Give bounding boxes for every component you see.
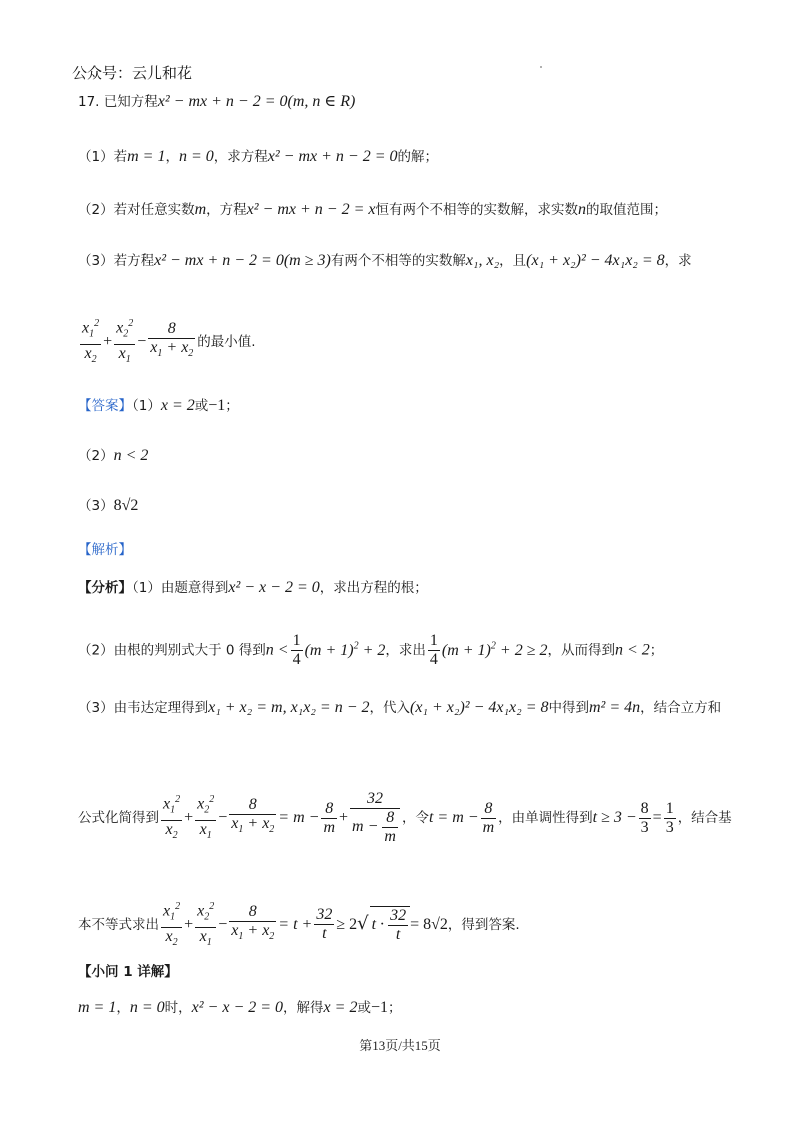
q2-mid2: 恒有两个不相等的实数解，求实数 xyxy=(375,202,578,218)
s1-or: 或 xyxy=(357,1000,371,1016)
s1-end: ； xyxy=(387,1000,402,1016)
a3-val: 8√2 xyxy=(113,497,139,514)
a1-or: 或 xyxy=(194,398,209,414)
f2-a: （2）由根的判别式大于 0 得到 xyxy=(78,642,266,659)
problem-stem xyxy=(78,92,355,112)
s1-a: 时， xyxy=(164,1000,192,1016)
q2-n: n xyxy=(578,201,586,218)
a3-prefix: （3） xyxy=(78,498,114,514)
frac-a: $\frac{x_1^2}{x_2}$ xyxy=(161,791,182,845)
q3-vars: x₁, x₂ xyxy=(465,252,500,269)
problem-number: 17. 已知方程 xyxy=(78,94,158,110)
q3-expr-end: 的最小值. xyxy=(197,333,256,350)
f4-d: ，结合基 xyxy=(677,810,732,826)
frac-h: $\frac{1}{3}$ xyxy=(665,799,674,836)
f4-a: 公式化简得到 xyxy=(78,810,159,826)
f2-b: ，求出 xyxy=(385,642,426,659)
frac-x2sq-x1: $\frac{x_2^2}{x_1}$ xyxy=(114,315,135,369)
a1-prefix: （1） xyxy=(132,398,161,414)
frac-e: 32 m − $\frac{8}{m}$ xyxy=(350,790,400,846)
fenxi-line-2: （2）由根的判别式大于 0 得到n < $\frac{1}{4}$ $(m + 1)^2 + 2$，求出 $\frac{1}{4}$ $(m + 1)^2 + 2 \ge 2$，从而得到n < 2； xyxy=(78,632,664,668)
f5-b: ，得到答案. xyxy=(447,916,520,933)
sub1-label-line xyxy=(78,962,178,982)
q2-prefix: （2）若对任意实数 xyxy=(78,202,195,218)
analysis-label: 【解析】 xyxy=(78,542,132,558)
s1-eq: x² − x − 2 = 0 xyxy=(191,999,284,1016)
answer-1 xyxy=(78,396,239,416)
a1-val: x = 2 xyxy=(160,397,195,414)
sub1-content xyxy=(78,998,401,1018)
fenxi-line-1 xyxy=(78,578,428,598)
q3-cond: (x₁ + x₂)² − 4x₁x₂ = 8 xyxy=(526,252,665,269)
f4-c: ，由单调性得到 xyxy=(498,810,593,826)
f3-a: （3）由韦达定理得到 xyxy=(78,700,209,716)
f2-d: n < 2 xyxy=(614,641,650,659)
answer-label: 【答案】 xyxy=(78,398,132,414)
stem-math: x² − mx + n − 2 = 0(m, n ∈ R) xyxy=(157,93,356,110)
s1-x2: −1 xyxy=(370,999,388,1016)
s1-x: x = 2 xyxy=(323,999,358,1016)
s1-m: m = 1 xyxy=(78,999,117,1016)
a1-val2: −1 xyxy=(208,397,226,414)
fenxi-line-4: 公式化简得到 $\frac{x_1^2}{x_2}$ + $\frac{x_2^2}{x_1}$ − $\frac{8}{x_1 + x_2}$ = m − $\frac{8}{m}$ + 32 m − $\frac{8}{m}$ ，令t = m − $\frac{8}{m}$ ，由单调性得到t ≥ 3 − $\frac{8}{3}$ = $\frac{1}{3}$ ，结合基 xyxy=(78,790,732,845)
answer-3 xyxy=(78,496,138,516)
frac-x1sq-x2: $\frac{x_1^2}{x_2}$ xyxy=(80,315,101,369)
q2-eq: x² − mx + n − 2 = x xyxy=(246,201,376,218)
q3-expression: $\frac{x_1^2}{x_2}$ + $\frac{x_2^2}{x_1}$ − $\frac{8}{x_1 + x_2}$ 的最小值. xyxy=(78,315,256,369)
fenxi-line-3 xyxy=(78,698,721,718)
f2-e: ； xyxy=(649,642,664,659)
frac-b: $\frac{x_2^2}{x_1}$ xyxy=(195,791,216,845)
page-footer: 第13页/共15页 xyxy=(359,1038,441,1053)
frac-j: $\frac{x_2^2}{x_1}$ xyxy=(195,898,216,952)
frac-i: $\frac{x_1^2}{x_2}$ xyxy=(161,898,182,952)
f1-eq: x² − x − 2 = 0 xyxy=(228,579,320,596)
q1-end: 的解； xyxy=(397,149,438,165)
q1-eq: x² − mx + n − 2 = 0 xyxy=(267,148,398,165)
q3-prefix: （3）若方程 xyxy=(78,253,155,269)
f2-c: ，从而得到 xyxy=(547,642,615,659)
q1-sep: ， xyxy=(165,149,179,165)
frac-f: $\frac{8}{m}$ xyxy=(482,799,495,836)
sqrt-expr: t · $\frac{32}{t}$ xyxy=(370,906,410,944)
fenxi-line-5: 本不等式求出 $\frac{x_1^2}{x_2}$ + $\frac{x_2^2}{x_1}$ − $\frac{8}{x_1 + x_2}$ = t + $\frac{32}{t}$ ≥ 2√ t · $\frac{32}{t}$ = 8√2，得到答案. xyxy=(78,898,520,952)
frac-c: $\frac{8}{x_1 + x_2}$ xyxy=(231,796,275,836)
q1-n: n = 0 xyxy=(178,148,214,165)
frac-quarter-b: $\frac{1}{4}$ xyxy=(429,632,438,668)
f5-a: 本不等式求出 xyxy=(78,916,159,933)
a1-end: ； xyxy=(225,398,239,414)
frac-g: $\frac{8}{3}$ xyxy=(640,799,649,836)
f3-d: m² = 4n xyxy=(589,699,641,716)
answer-2 xyxy=(78,446,148,466)
s1-b: ，解得 xyxy=(283,1000,324,1016)
f1-b: ，求出方程的根； xyxy=(319,580,428,596)
q3-mid2: ，且 xyxy=(499,253,527,269)
question-2 xyxy=(78,200,667,220)
scan-dot xyxy=(540,66,542,68)
f3-b: ，代入 xyxy=(369,700,410,716)
q2-m: m xyxy=(194,201,207,218)
frac-d: $\frac{8}{m}$ xyxy=(323,799,336,836)
frac-quarter-a: $\frac{1}{4}$ xyxy=(292,632,301,668)
q1-m: m = 1 xyxy=(127,148,166,165)
a2-val: n < 2 xyxy=(113,447,149,464)
f4-b: ，令 xyxy=(401,810,429,826)
question-1 xyxy=(78,147,438,167)
q3-mid: 有两个不相等的实数解 xyxy=(330,253,466,269)
q2-end: 的取值范围； xyxy=(586,202,667,218)
q1-mid: ，求方程 xyxy=(213,149,268,165)
analysis-label-line xyxy=(78,540,132,560)
f3-vieta: x₁ + x₂ = m, x₁x₂ = n − 2 xyxy=(208,699,370,716)
frac-8-sum: $\frac{8}{x_1 + x_2}$ xyxy=(150,320,194,360)
q2-mid: ，方程 xyxy=(206,202,247,218)
f3-e: ，结合立方和 xyxy=(640,700,722,716)
q3-eq: x² − mx + n − 2 = 0(m ≥ 3) xyxy=(154,252,331,269)
fenxi-label: 【分析】 xyxy=(78,580,132,596)
s1-n: n = 0 xyxy=(129,999,165,1016)
question-3 xyxy=(78,251,692,271)
s1-sep: ， xyxy=(116,1000,130,1016)
sub1-label: 【小问 1 详解】 xyxy=(78,964,178,980)
f3-cond: (x₁ + x₂)² − 4x₁x₂ = 8 xyxy=(410,699,549,716)
f3-c: 中得到 xyxy=(548,700,589,716)
frac-l: $\frac{32}{t}$ xyxy=(316,906,333,943)
f1-a: （1）由题意得到 xyxy=(132,580,229,596)
q1-prefix: （1）若 xyxy=(78,149,128,165)
q3-end: ，求 xyxy=(664,253,692,269)
a2-prefix: （2） xyxy=(78,448,114,464)
frac-k: $\frac{8}{x_1 + x_2}$ xyxy=(231,903,275,943)
header-text: 公众号：云儿和花 xyxy=(72,64,193,82)
